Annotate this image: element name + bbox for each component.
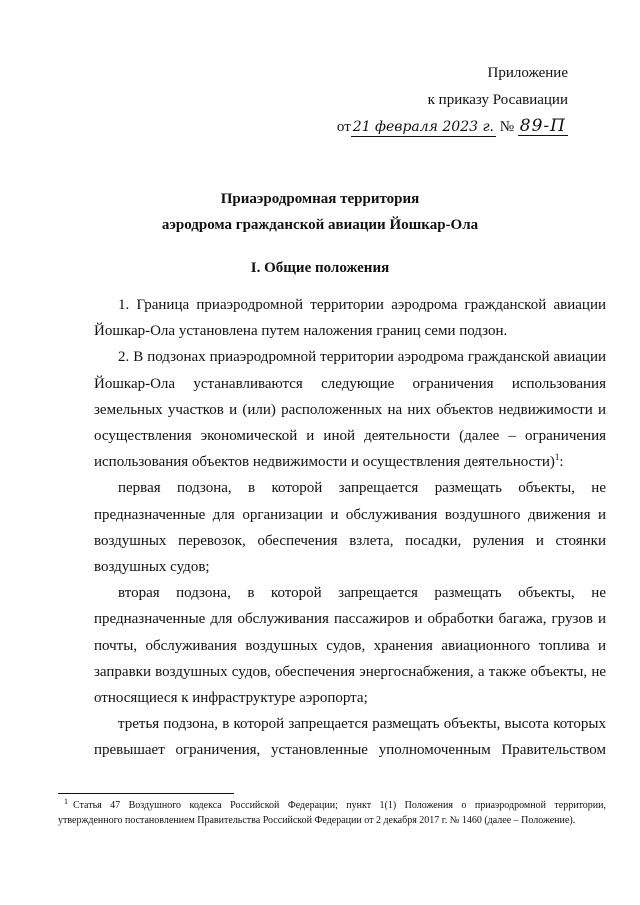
footnote-mark: 1 [64, 796, 68, 806]
footnote-text: Статья 47 Воздушного кодекса Российской Федерации; пункт 1(1) Положения о приаэродромной территории, утвержденного постановлением Правительства Российской Федерации от 2 декабря 2017 г. № 1460 (далее – Положение). [58, 800, 606, 826]
paragraph-subzone-1: первая подзона, в которой запрещается размещать объекты, не предназначенные для организации и обслуживания воздушного движения и воздушных перевозок, обеспечения взлета, посадки, руления и стоянки воздушных судов; [94, 480, 606, 576]
document-title-line-1: Приаэродромная территория [220, 191, 420, 207]
paragraph-2-tail: : [559, 454, 564, 471]
appendix-header [337, 60, 568, 141]
order-number-prefix: № [499, 119, 515, 135]
footnote-divider [58, 793, 234, 794]
document-title-line-2: аэродрома гражданской авиации Йошкар-Ола [161, 217, 479, 233]
section-title: I. Общие положения [250, 260, 390, 276]
paragraph-subzone-3: третья подзона, в которой запрещается размещать объекты, высота которых превышает ограничения, установленные уполномоченным Правительством [94, 716, 606, 759]
paragraph-2-text: 2. В подзонах приаэродромной территории аэродрома гражданской авиации Йошкар-Ола устанавливаются следующие ограничения использования земельных участков и (или) расположенных на них объектов недвижимости и осуществления экономической и иной деятельности (далее – ограничения использования объектов недвижимости и осуществления деятельности) [94, 349, 606, 471]
appendix-order-line [337, 114, 568, 141]
footnote [58, 798, 606, 828]
footnote-reference[interactable]: 1 [554, 452, 560, 463]
order-date-handwritten: 21 февраля 2023 г. [352, 119, 494, 135]
paragraph-1: 1. Граница приаэродромной территории аэродрома гражданской авиации Йошкар-Ола установлена путем наложения границ семи подзон. [94, 297, 606, 340]
paragraph-subzone-2: вторая подзона, в которой запрещается размещать объекты, не предназначенные для обслуживания пассажиров и обработки багажа, грузов и почты, обслуживания воздушных судов, хранения авиационного топлива и заправки воздушных судов, обеспечения энергоснабжения, а также объекты, не относящиеся к инфраструктуре аэропорта; [94, 585, 606, 707]
appendix-order-reference: к приказу Росавиации [427, 92, 568, 108]
document-body [94, 292, 606, 764]
order-date-prefix: от [336, 119, 351, 135]
document-title [0, 186, 640, 238]
appendix-label: Приложение [487, 65, 568, 81]
paragraph-2 [94, 344, 606, 475]
order-number-handwritten: 89-П [519, 116, 566, 136]
